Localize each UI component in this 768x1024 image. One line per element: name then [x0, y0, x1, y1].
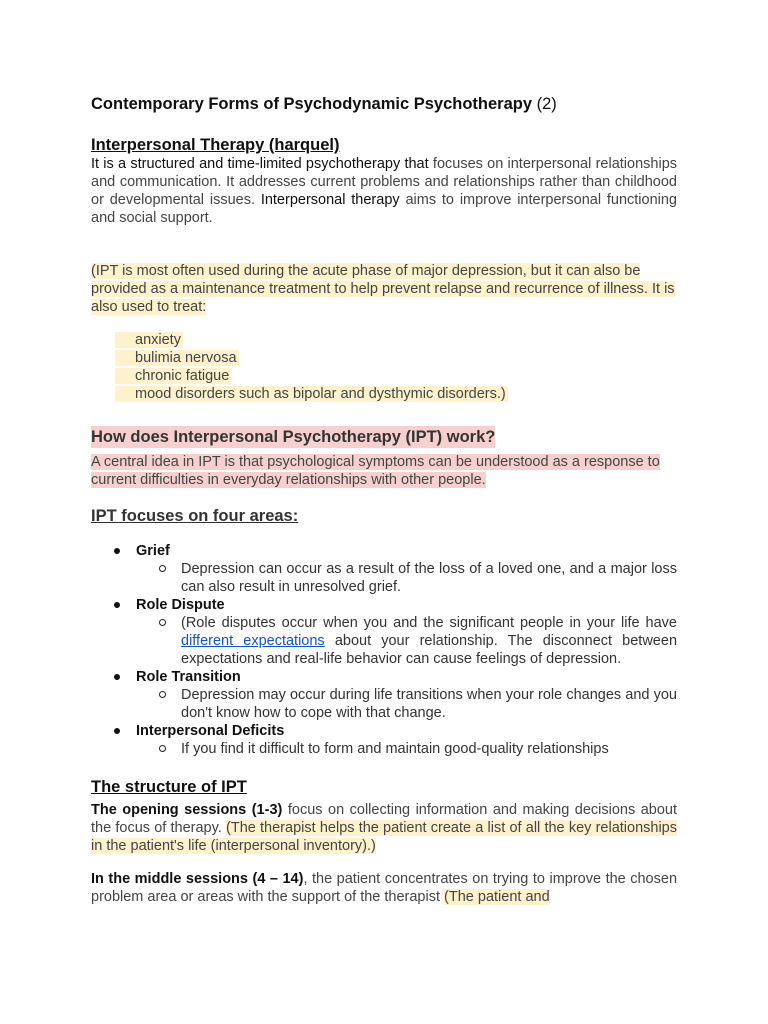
ipt-desc-part-d: aims to improve interpersonal functioning and social support. — [91, 192, 678, 226]
opening-sessions-paragraph — [91, 801, 677, 855]
opening-sessions-text: focus on collecting information and making decisions about the focus of therapy. — [91, 802, 677, 836]
four-areas-list — [91, 542, 677, 758]
treat-list-item: mood disorders such as bipolar and dysthymic disorders.) — [115, 385, 508, 403]
treat-list-item: bulimia nervosa — [115, 349, 508, 367]
how-ipt-works-paragraph — [91, 453, 677, 489]
middle-sessions-label: In the middle sessions (4 – 14) — [91, 871, 304, 887]
title-number: (2) — [536, 95, 557, 113]
ipt-desc-part-a: It is a structured and time-limited psychotherapy that — [91, 156, 429, 172]
ipt-usage-paragraph — [91, 262, 677, 316]
treat-list-item: anxiety — [115, 331, 508, 349]
bullet-dot — [114, 548, 120, 554]
treat-list — [115, 331, 508, 403]
sub-bullet-circle — [159, 691, 166, 698]
ipt-usage-text: (IPT is most often used during the acute phase of major depression, but it can also be provided as a maintenance treatment to help prevent relapse and recurrence of illness. It is also used to treat: — [91, 263, 675, 315]
opening-sessions-highlight: (The therapist helps the patient create a list of all the key relationships in the patient's life (interpersonal inventory).) — [91, 820, 677, 854]
heading-four-areas: IPT focuses on four areas: — [91, 507, 299, 525]
area-interpersonal-deficits-description: If you find it difficult to form and maintain good-quality relationships — [91, 740, 677, 758]
sub-bullet-circle — [159, 745, 166, 752]
area-role-dispute-label: Role Dispute — [136, 597, 225, 613]
area-interpersonal-deficits — [91, 722, 677, 740]
how-ipt-works-text: A central idea in IPT is that psychological symptoms can be understood as a response to current difficulties in everyday relationships with other people. — [91, 454, 660, 488]
area-role-transition — [91, 668, 677, 686]
ipt-description-paragraph — [91, 155, 677, 227]
ipt-desc-part-b: focuses on interpersonal relationships and communication. It addresses current problems and relationships rather than childhood or developmental issues. — [91, 156, 678, 208]
heading-interpersonal-therapy: Interpersonal Therapy (harquel) — [91, 136, 340, 154]
area-role-transition-label: Role Transition — [136, 669, 241, 685]
ipt-desc-part-c: Interpersonal therapy — [260, 192, 400, 208]
different-expectations-link[interactable]: different expectations — [181, 633, 325, 649]
area-grief-label: Grief — [136, 543, 170, 559]
middle-sessions-text: , the patient concentrates on trying to improve the chosen problem area or areas with the support of the therapist — [91, 871, 678, 905]
heading-how-ipt-works: How does Interpersonal Psychotherapy (IPT) work? — [91, 428, 496, 446]
sub-bullet-circle — [159, 619, 166, 626]
area-interpersonal-deficits-label: Interpersonal Deficits — [136, 723, 285, 739]
sub-bullet-circle — [159, 565, 166, 572]
opening-sessions-label: The opening sessions (1-3) — [91, 802, 283, 818]
treat-list-item: chronic fatigue — [115, 367, 508, 385]
title-text: Contemporary Forms of Psychodynamic Psychotherapy — [91, 95, 533, 113]
area-role-dispute-description: (Role disputes occur when you and the significant people in your life have different expectations about your relationship. The disconnect between expectations and real-life behavior can cause feelings of depression. — [91, 614, 677, 668]
document-title — [91, 93, 557, 115]
area-grief — [91, 542, 677, 560]
bullet-dot — [114, 728, 120, 734]
bullet-dot — [114, 602, 120, 608]
middle-sessions-highlight: (The patient and — [444, 889, 550, 905]
middle-sessions-paragraph — [91, 870, 677, 906]
bullet-dot — [114, 674, 120, 680]
area-role-transition-description: Depression may occur during life transitions when your role changes and you don't know how to cope with that change. — [91, 686, 677, 722]
area-grief-description: Depression can occur as a result of the loss of a loved one, and a major loss can also result in unresolved grief. — [91, 560, 677, 596]
heading-structure-of-ipt: The structure of IPT — [91, 778, 247, 796]
area-role-dispute — [91, 596, 677, 614]
